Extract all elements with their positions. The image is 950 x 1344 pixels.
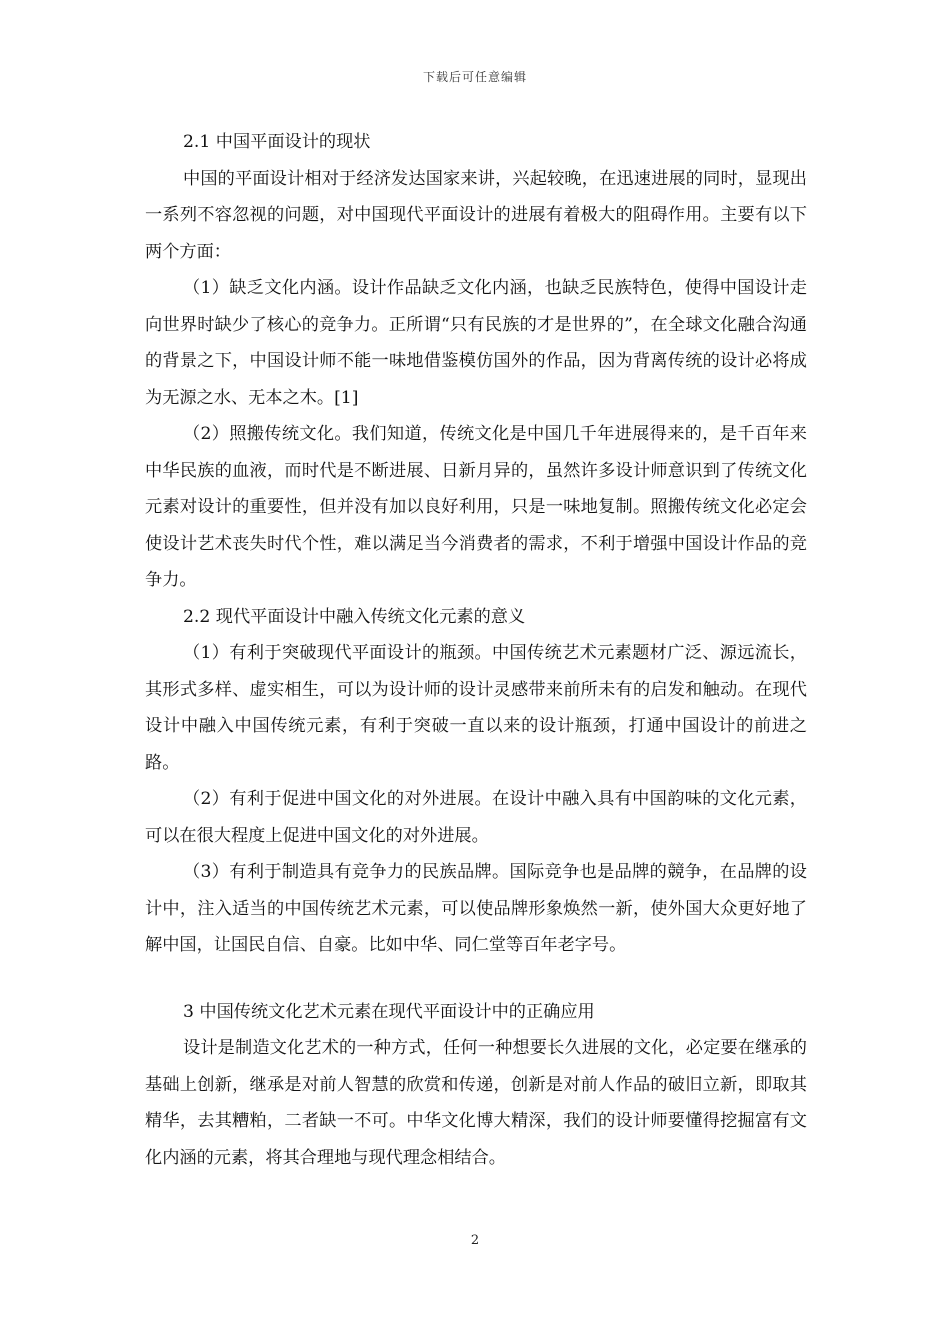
section-heading: 3 中国传统文化艺术元素在现代平面设计中的正确应用 [183, 1001, 595, 1022]
paragraph: 中国的平面设计相对于经济发达国家来讲，兴起较晚，在迅速进展的同时，显现出一系列不容忽视的问题，对中国现代平面设计的进展有着极大的阻碍作用。主要有以下两个方面： [145, 168, 807, 262]
paragraph: （1）有利于突破现代平面设计的瓶颈。中国传统艺术元素题材广泛、源远流长，其形式多样、虚实相生，可以为设计师的设计灵感带来前所未有的启发和触动。在现代设计中融入中国传统元素，有利于突破一直以来的设计瓶颈，打通中国设计的前进之路。 [145, 643, 807, 773]
page-number: 2 [470, 1233, 480, 1248]
paragraph: （1）缺乏文化内涵。设计作品缺乏文化内涵，也缺乏民族特色，使得中国设计走向世界时缺少了核心的竞争力。正所谓“只有民族的才是世界的”，在全球文化融合沟通的背景之下，中国设计师不能一味地借鉴模仿国外的作品，因为背离传统的设计必将成为无源之水、无本之木。[1] [145, 278, 807, 408]
section-spacer [145, 964, 807, 994]
paragraph: 设计是制造文化艺术的一种方式，任何一种想要长久进展的文化，必定要在继承的基础上创新，继承是对前人智慧的欣赏和传递，创新是对前人作品的破旧立新，即取其精华，去其糟粕，二者缺一不可。中华文化博大精深，我们的设计师要懂得挖掘富有文化内涵的元素，将其合理地与现代理念相结合。 [145, 1038, 807, 1168]
document-body [145, 124, 807, 1176]
paragraph: （2）有利于促进中国文化的对外进展。在设计中融入具有中国韵味的文化元素，可以在很大程度上促进中国文化的对外进展。 [145, 789, 807, 846]
page-header: 下载后可任意编辑 [422, 70, 527, 84]
paragraph: （2）照搬传统文化。我们知道，传统文化是中国几千年进展得来的，是千百年来中华民族的血液，而时代是不断进展、日新月异的，虽然许多设计师意识到了传统文化元素对设计的重要性，但并没有加以良好利用，只是一味地复制。照搬传统文化必定会使设计艺术丧失时代个性，难以满足当今消费者的需求，不利于增强中国设计作品的竞争力。 [145, 424, 807, 590]
paragraph: （3）有利于制造具有竞争力的民族品牌。国际竞争也是品牌的競争，在品牌的设计中，注入适当的中国传统艺术元素，可以使品牌形象焕然一新，使外国大众更好地了解中国，让国民自信、自豪。比如中华、同仁堂等百年老字号。 [145, 862, 807, 955]
section-heading: 2.1 中国平面设计的现状 [183, 132, 371, 152]
section-heading: 2.2 现代平面设计中融入传统文化元素的意义 [183, 606, 526, 627]
